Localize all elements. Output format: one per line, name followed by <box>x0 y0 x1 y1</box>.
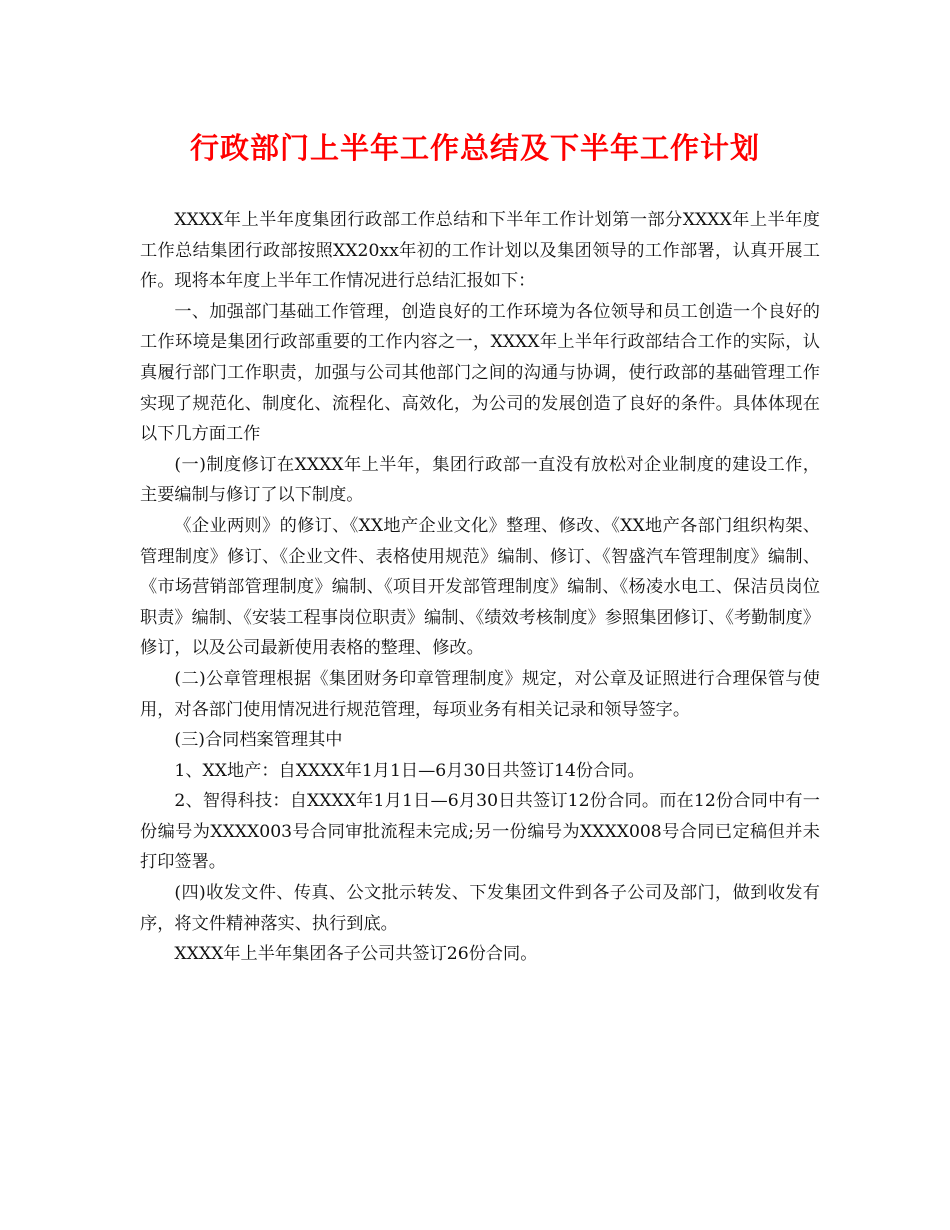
paragraph-system-revision: (一)制度修订在XXXX年上半年，集团行政部一直没有放松对企业制度的建设工作，主要编制与修订了以下制度。 <box>140 454 820 506</box>
paragraph-intro: XXXX年上半年度集团行政部工作总结和下半年工作计划第一部分XXXX年上半年度工作总结集团行政部按照XX20xx年初的工作计划以及集团领导的工作部署，认真开展工作。现将本年度上半年工作情况进行总结汇报如下： <box>140 210 820 292</box>
paragraph-contracts-real-estate: 1、XX地产：自XXXX年1月1日—6月30日共签订14份合同。 <box>174 760 645 781</box>
document-body <box>140 205 820 970</box>
paragraph-section-one: 一、加强部门基础工作管理，创造良好的工作环境为各位领导和员工创造一个良好的工作环境是集团行政部重要的工作内容之一，XXXX年上半年行政部结合工作的实际，认真履行部门工作职责，加强与公司其他部门之间的沟通与协调，使行政部的基础管理工作实现了规范化、制度化、流程化、高效化，为公司的发展创造了良好的条件。具体体现在以下几方面工作 <box>140 301 820 445</box>
paragraph-contract-archive: (三)合同档案管理其中 <box>174 730 343 751</box>
paragraph-revised-documents: 《企业两则》的修订、《XX地产企业文化》整理、修改、《XX地产各部门组织构架、管理制度》修订、《企业文件、表格使用规范》编制、修订、《智盛汽车管理制度》编制、《市场营销部管理制度》编制、《项目开发部管理制度》编制、《杨凌水电工、保洁员岗位职责》编制、《安装工程事岗位职责》编制、《绩效考核制度》参照集团修订、《考勤制度》修订，以及公司最新使用表格的整理、修改。 <box>140 515 820 659</box>
paragraph-seal-management: (二)公章管理根据《集团财务印章管理制度》规定，对公章及证照进行合理保管与使用，对各部门使用情况进行规范管理，每项业务有相关记录和领导签字。 <box>140 668 820 720</box>
paragraph-contract-total: XXXX年上半年集团各子公司共签订26份合同。 <box>174 944 538 965</box>
paragraph-document-dispatch: (四)收发文件、传真、公文批示转发、下发集团文件到各子公司及部门，做到收发有序，将文件精神落实、执行到底。 <box>140 883 820 934</box>
document-title: 行政部门上半年工作总结及下半年工作计划 <box>189 131 760 165</box>
paragraph-contracts-tech: 2、智得科技：自XXXX年1月1日—6月30日共签订12份合同。而在12份合同中有一份编号为XXXX003号合同审批流程未完成;另一份编号为XXXX008号合同已定稿但并未打印签署。 <box>140 791 820 873</box>
